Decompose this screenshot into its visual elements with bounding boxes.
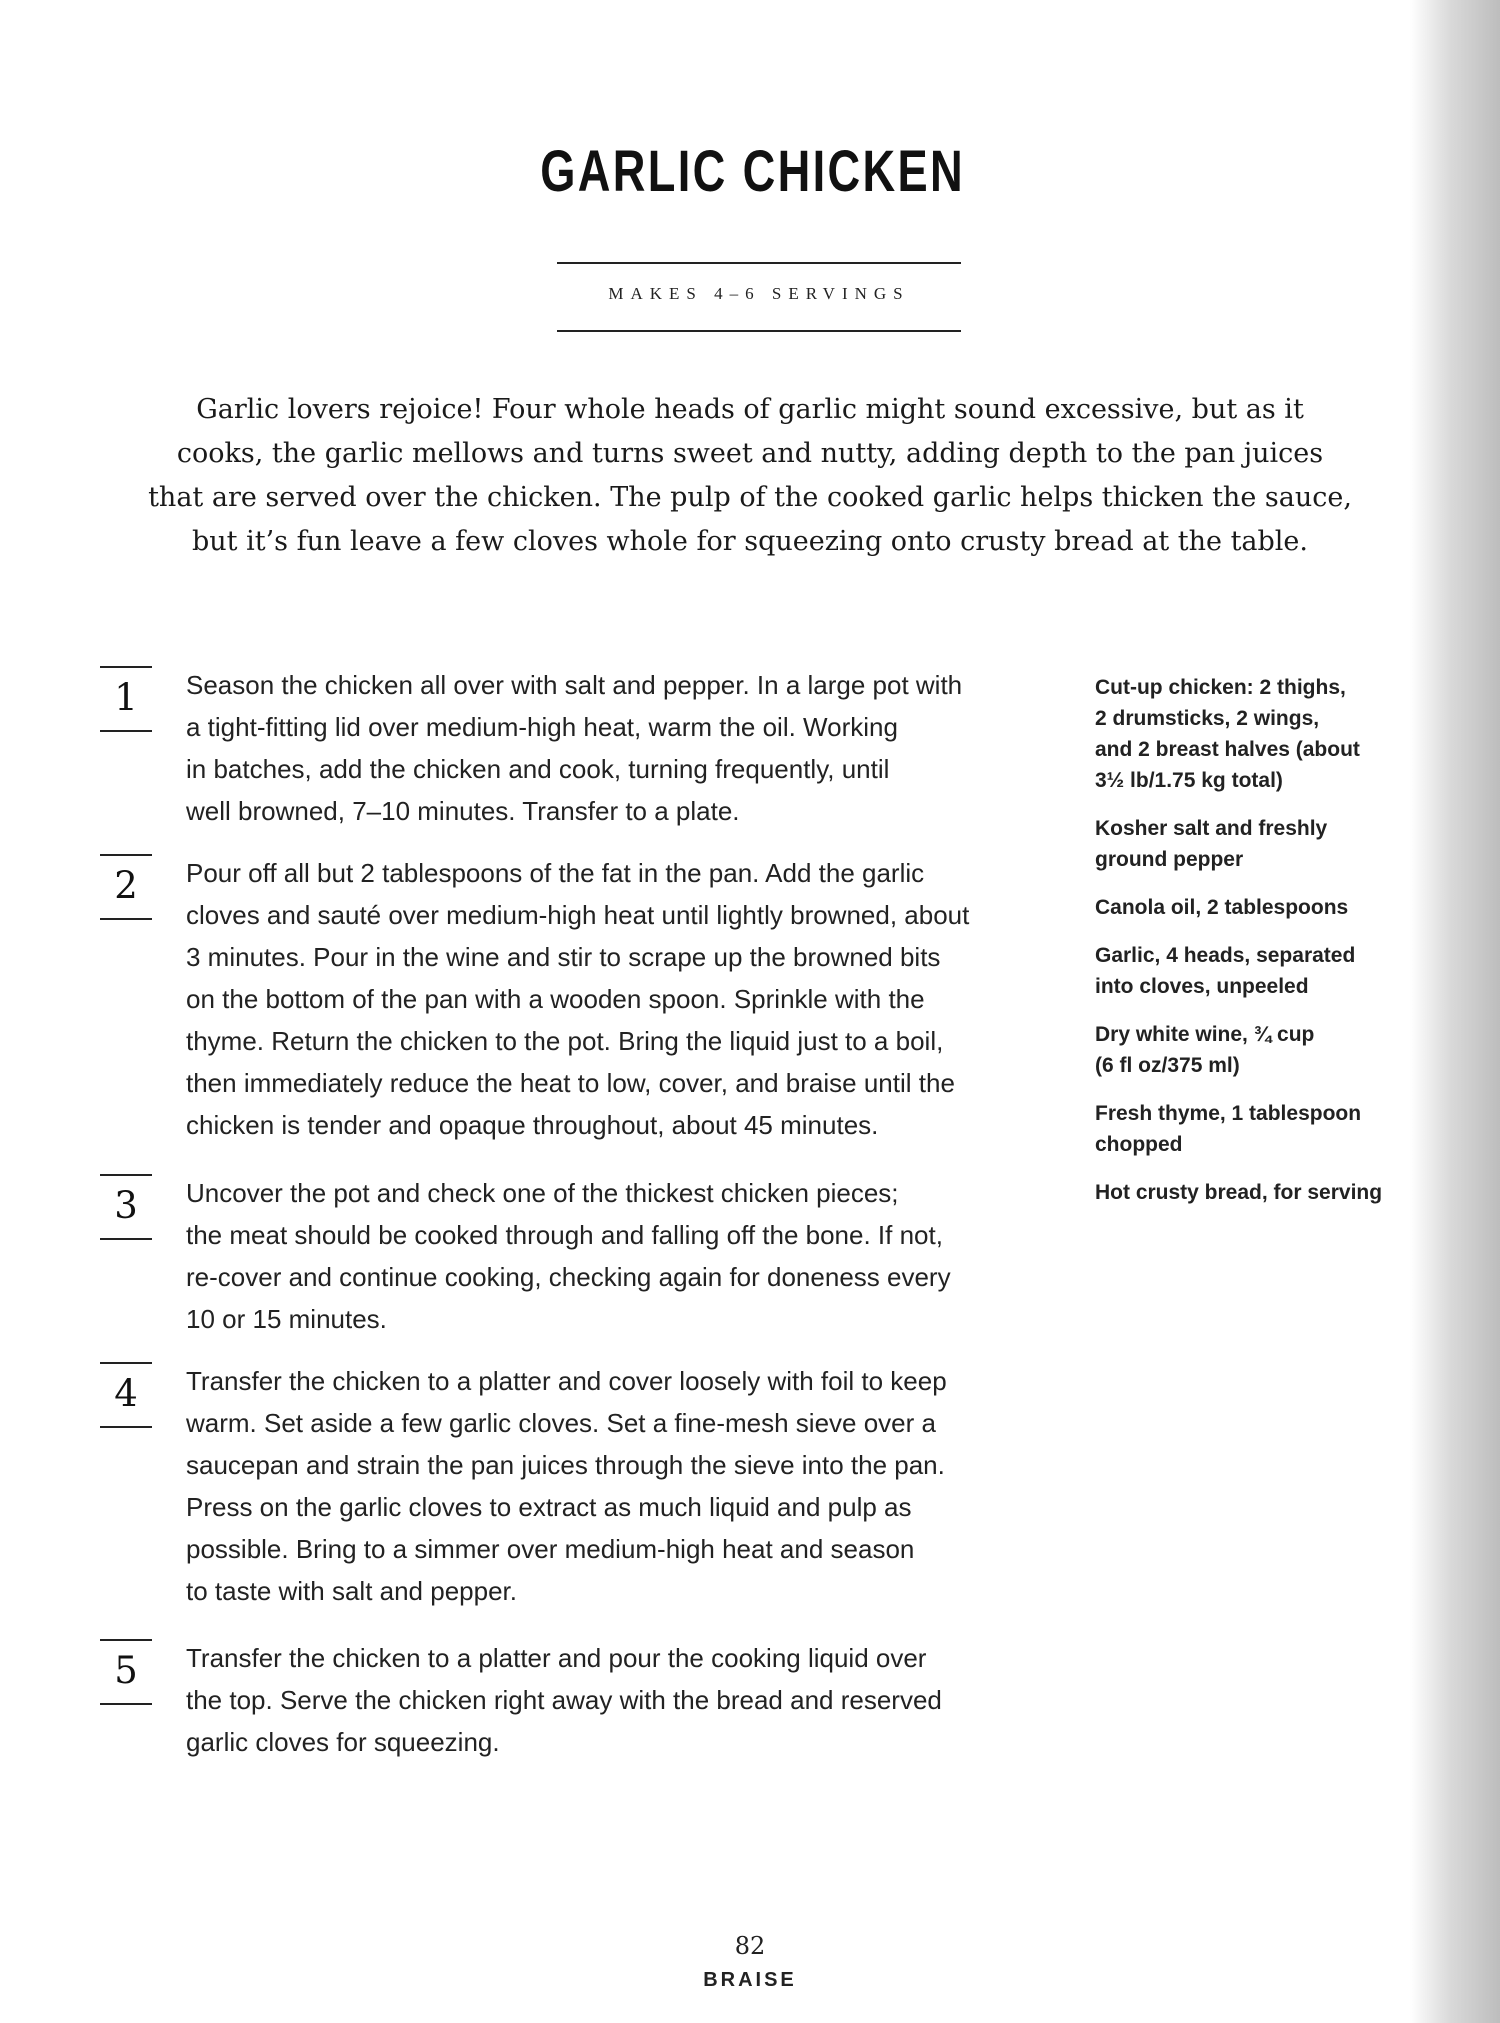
step-line: cloves and sauté over medium-high heat until lightly browned, about: [186, 900, 970, 930]
ingredient-line: (6 fl oz/375 ml): [1095, 1054, 1240, 1077]
step-line: garlic cloves for squeezing.: [186, 1727, 500, 1757]
servings-label: MAKES 4–6 SERVINGS: [608, 284, 910, 303]
step-line: re-cover and continue cooking, checking again for doneness every: [186, 1262, 951, 1292]
servings-rule-top: [557, 262, 961, 264]
step-number: 5: [100, 1639, 152, 1705]
page-number: 82: [734, 1932, 766, 1960]
step-line: thyme. Return the chicken to the pot. Bring the liquid just to a boil,: [186, 1026, 944, 1056]
ingredient-line: Garlic, 4 heads, separated: [1095, 944, 1356, 967]
step-line: Press on the garlic cloves to extract as much liquid and pulp as: [186, 1492, 912, 1522]
ingredient-item: [1095, 1019, 1425, 1081]
step-line: Pour off all but 2 tablespoons of the fat in the pan. Add the garlic: [186, 858, 925, 888]
ingredient-line: Cut-up chicken: 2 thighs,: [1095, 676, 1346, 699]
step-number: 3: [100, 1174, 152, 1240]
step-line: Transfer the chicken to a platter and pour the cooking liquid over: [186, 1643, 927, 1673]
step-line: in batches, add the chicken and cook, turning frequently, until: [186, 754, 890, 784]
ingredient-line: and 2 breast halves (about: [1095, 738, 1360, 761]
ingredient-item: [1095, 813, 1425, 875]
ingredient-line: chopped: [1095, 1133, 1183, 1156]
step-text: [186, 1172, 1116, 1340]
step-line: well browned, 7–10 minutes. Transfer to a plate.: [186, 796, 740, 826]
intro-line: Garlic lovers rejoice! Four whole heads of garlic might sound excessive, but as it: [196, 394, 1304, 425]
step-line: the top. Serve the chicken right away with the bread and reserved: [186, 1685, 942, 1715]
intro-line: that are served over the chicken. The pulp of the cooked garlic helps thicken the sauce,: [148, 482, 1352, 513]
step-line: a tight-fitting lid over medium-high heat, warm the oil. Working: [186, 712, 898, 742]
step-line: then immediately reduce the heat to low, cover, and braise until the: [186, 1068, 955, 1098]
step-number: 2: [100, 854, 152, 920]
step-number: 4: [100, 1362, 152, 1428]
step-line: Season the chicken all over with salt and pepper. In a large pot with: [186, 670, 963, 700]
step-line: saucepan and strain the pan juices through the sieve into the pan.: [186, 1450, 945, 1480]
ingredients-list: [1095, 672, 1425, 1225]
ingredient-item: [1095, 940, 1425, 1002]
recipe-intro: [90, 388, 1410, 564]
ingredient-line: Canola oil, 2 tablespoons: [1095, 896, 1349, 919]
ingredient-line: Fresh thyme, 1 tablespoon: [1095, 1102, 1362, 1125]
step-line: warm. Set aside a few garlic cloves. Set a fine-mesh sieve over a: [186, 1408, 936, 1438]
ingredient-item: [1095, 1098, 1425, 1160]
intro-line: but it’s fun leave a few cloves whole for squeezing onto crusty bread at the table.: [192, 526, 1308, 557]
servings-rule-bottom: [557, 330, 961, 332]
step-number: 1: [100, 666, 152, 732]
ingredient-line: Hot crusty bread, for serving: [1095, 1181, 1383, 1204]
step-text: [186, 664, 1116, 832]
ingredient-line: ground pepper: [1095, 848, 1244, 871]
ingredient-line: 3½ lb/1.75 kg total): [1095, 769, 1283, 792]
ingredient-line: into cloves, unpeeled: [1095, 975, 1309, 998]
step-text: [186, 852, 1116, 1146]
step-line: chicken is tender and opaque throughout, about 45 minutes.: [186, 1110, 879, 1140]
step-line: on the bottom of the pan with a wooden spoon. Sprinkle with the: [186, 984, 925, 1014]
step-line: 10 or 15 minutes.: [186, 1304, 387, 1334]
section-name: BRAISE: [703, 1969, 797, 1991]
ingredient-line: Kosher salt and freshly: [1095, 817, 1328, 840]
step-line: possible. Bring to a simmer over medium-high heat and season: [186, 1534, 915, 1564]
ingredient-item: [1095, 672, 1425, 796]
step-text: [186, 1360, 1116, 1612]
ingredient-line: Dry white wine, ¾ cup: [1095, 1023, 1315, 1046]
step-line: Transfer the chicken to a platter and cover loosely with foil to keep: [186, 1366, 947, 1396]
step-line: Uncover the pot and check one of the thickest chicken pieces;: [186, 1178, 899, 1208]
ingredient-item: [1095, 892, 1425, 923]
step-line: 3 minutes. Pour in the wine and stir to scrape up the browned bits: [186, 942, 941, 972]
step-text: [186, 1637, 1116, 1763]
step-line: to taste with salt and pepper.: [186, 1576, 517, 1606]
intro-line: cooks, the garlic mellows and turns sweet and nutty, adding depth to the pan juices: [176, 438, 1324, 469]
ingredient-line: 2 drumsticks, 2 wings,: [1095, 707, 1320, 730]
step-line: the meat should be cooked through and falling off the bone. If not,: [186, 1220, 943, 1250]
ingredient-item: [1095, 1177, 1425, 1208]
recipe-title: GARLIC CHICKEN: [540, 139, 966, 204]
